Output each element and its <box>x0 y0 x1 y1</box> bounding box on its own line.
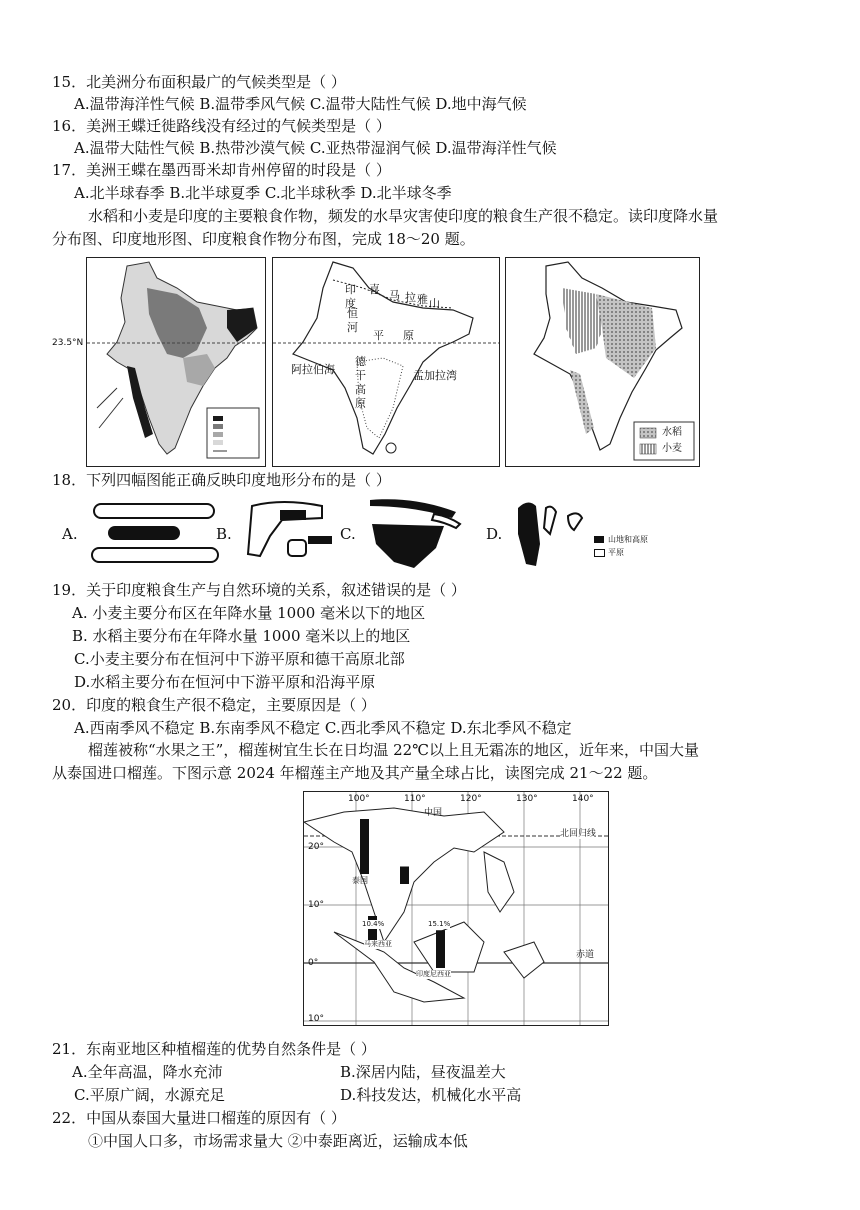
q21-option-c: C.平原广阔，水源充足 <box>74 1086 225 1104</box>
q15-options: A.温带海洋性气候 B.温带季风气候 C.温带大陆性气候 D.地中海气候 <box>74 95 527 113</box>
equator-label: 赤道 <box>576 950 595 960</box>
q19-option-b: B. 水稻主要分布在年降水量 1000 毫米以上的地区 <box>72 627 411 645</box>
q18-stem: 18．下列四幅图能正确反映印度地形分布的是（ ） <box>52 471 391 489</box>
q18-option-d-label: D. <box>486 525 503 543</box>
legend-rice: 水稻 <box>662 427 682 438</box>
terrain-label-gao: 高 <box>355 383 366 396</box>
q19-stem: 19．关于印度粮食生产与自然环境的关系，叙述错误的是（ ） <box>52 581 466 599</box>
durian-map <box>303 791 609 1026</box>
terrain-label-la: 拉 <box>405 291 416 304</box>
terrain-label-yuan: 原 <box>403 329 414 342</box>
legend-wheat: 小麦 <box>662 443 682 454</box>
intro-india-line1: 水稻和小麦是印度的主要粮食作物，频发的水旱灾害使印度的粮食生产很不稳定。读印度降水量 <box>88 207 719 225</box>
terrain-label-ya: 雅 <box>417 293 428 306</box>
durian-bar-3 <box>436 930 445 968</box>
china-label: 中国 <box>424 808 443 818</box>
indonesia-share-label: 15.1% <box>428 920 451 928</box>
terrain-label-ma: 马 <box>389 289 400 302</box>
q19-option-c: C.小麦主要分布在恒河中下游平原和德干高原北部 <box>74 650 405 668</box>
q18-option-b-figure <box>242 496 338 568</box>
india-crop-map <box>505 257 700 467</box>
q18-legend <box>594 534 694 564</box>
legend-plain-label: 平原 <box>608 548 624 557</box>
q20-options: A.西南季风不稳定 B.东南季风不稳定 C.西北季风不稳定 D.东北季风不稳定 <box>74 719 572 737</box>
lon-130-label: 130° <box>516 794 538 804</box>
terrain-label-gan: 干 <box>355 369 366 382</box>
terrain-label-xi: 喜 <box>369 283 380 296</box>
intro-india-line2: 分布图、印度地形图、印度粮食作物分布图，完成 18～20 题。 <box>52 230 475 248</box>
terrain-label-yuan2: 原 <box>355 397 366 410</box>
q21-option-d: D.科技发达，机械化水平高 <box>340 1086 522 1104</box>
legend-swatch-mountain <box>594 536 604 543</box>
lon-110-label: 110° <box>404 794 426 804</box>
q17-stem: 17．美洲王蝶在墨西哥米却肯州停留的时段是（ ） <box>52 161 391 179</box>
terrain-label-heng: 恒 <box>347 307 358 320</box>
lat-20-label: 20° <box>308 842 324 852</box>
q22-items: ①中国人口多，市场需求量大 ②中泰距离近，运输成本低 <box>88 1132 468 1150</box>
lon-140-label: 140° <box>572 794 594 804</box>
durian-bar-1 <box>400 867 409 885</box>
durian-bar-0 <box>360 819 369 874</box>
lon-120-label: 120° <box>460 794 482 804</box>
lat-10-label: 10° <box>308 900 324 910</box>
terrain-label-yin: 印 <box>345 283 356 296</box>
malaysia-share-label: 10.4% <box>362 920 385 928</box>
terrain-label-he: 河 <box>347 321 358 334</box>
intro-durian-line2: 从泰国进口榴莲。下图示意 2024 年榴莲主产地及其产量全球占比，读图完成 21～22 题。 <box>52 764 658 782</box>
q18-option-a-label: A. <box>62 525 78 543</box>
q18-option-b-label: B. <box>216 525 232 543</box>
legend-mountain-label: 山地和高原 <box>608 535 648 544</box>
malaysia-label: 马来西亚 <box>364 940 392 948</box>
q18-option-figures <box>52 494 692 570</box>
q21-option-a: A.全年高温，降水充沛 <box>72 1063 223 1081</box>
lat-23-5-label: 23.5°N <box>52 338 84 348</box>
terrain-label-shan: 山 <box>429 297 440 310</box>
q21-stem: 21．东南亚地区种植榴莲的优势自然条件是（ ） <box>52 1040 376 1058</box>
q18-option-d-figure <box>512 494 588 570</box>
q16-stem: 16．美洲王蝶迁徙路线没有经过的气候类型是（ ） <box>52 117 391 135</box>
thailand-label: 泰国 <box>352 876 368 885</box>
q19-option-a: A. 小麦主要分布区在年降水量 1000 毫米以下的地区 <box>72 604 426 622</box>
q15-stem: 15．北美洲分布面积最广的气候类型是（ ） <box>52 73 346 91</box>
q21-option-b: B.深居内陆，昼夜温差大 <box>340 1063 506 1081</box>
q18-option-c-figure <box>364 494 464 570</box>
indonesia-label: 印度尼西亚 <box>416 970 451 978</box>
tropic-label: 北回归线 <box>560 829 597 839</box>
terrain-label-du: 度 <box>345 297 356 310</box>
lat-s10-label: 10° <box>308 1014 324 1024</box>
intro-durian-line1: 榴莲被称“水果之王”，榴莲树宜生长在日均温 22℃以上且无霜冻的地区，近年来，中国大量 <box>88 741 699 759</box>
q16-options: A.温带大陆性气候 B.热带沙漠气候 C.亚热带湿润气候 D.温带海洋性气候 <box>74 139 557 157</box>
legend-swatch-plain <box>594 549 605 557</box>
q17-options: A.北半球春季 B.北半球夏季 C.北半球秋季 D.北半球冬季 <box>74 184 452 202</box>
terrain-label-arabian-sea: 阿拉伯海 <box>291 363 335 376</box>
india-terrain-map <box>272 257 500 467</box>
terrain-label-ping: 平 <box>373 329 384 342</box>
terrain-label-de: 德 <box>355 355 366 368</box>
q22-stem: 22．中国从泰国大量进口榴莲的原因有（ ） <box>52 1109 346 1127</box>
lat-0-label: 0° <box>308 958 319 968</box>
q20-stem: 20．印度的粮食生产很不稳定，主要原因是（ ） <box>52 696 376 714</box>
q19-option-d: D.水稻主要分布在恒河中下游平原和沿海平原 <box>74 673 376 691</box>
q18-option-a-figure <box>90 498 220 568</box>
india-rainfall-map <box>86 257 266 467</box>
terrain-label-bay-of-bengal: 孟加拉湾 <box>413 369 457 382</box>
q18-option-c-label: C. <box>340 525 356 543</box>
lon-100-label: 100° <box>348 794 370 804</box>
